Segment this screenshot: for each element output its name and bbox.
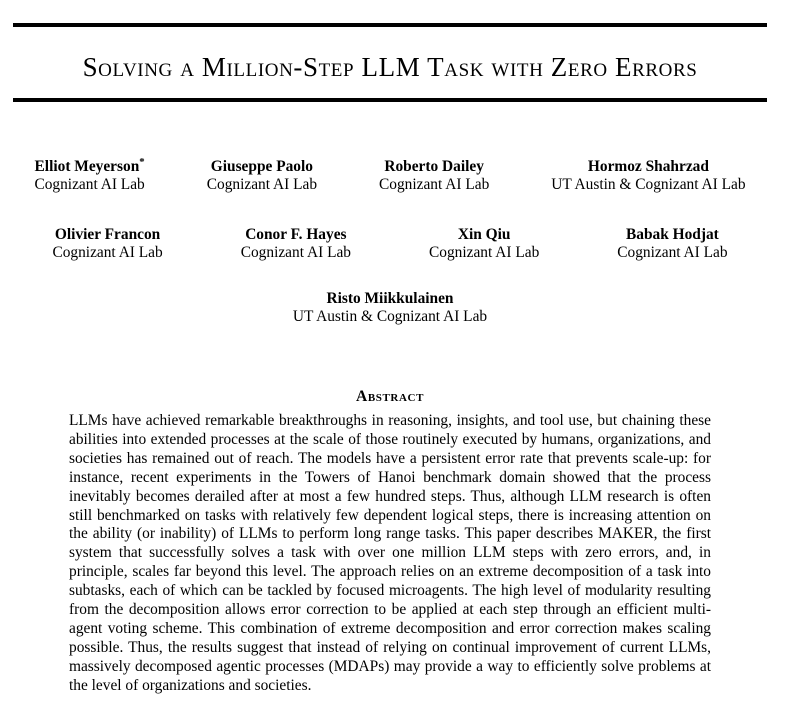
author-affiliation: Cognizant AI Lab bbox=[429, 244, 540, 261]
author-cell bbox=[34, 155, 145, 194]
author-name-line bbox=[34, 155, 145, 176]
author-name: Babak Hodjat bbox=[626, 226, 719, 243]
author-name-line bbox=[241, 226, 351, 244]
author-cell bbox=[52, 226, 162, 262]
author-cell bbox=[241, 226, 351, 262]
author-affiliation: Cognizant AI Lab bbox=[206, 176, 318, 193]
page-content bbox=[13, 23, 767, 696]
author-cell bbox=[617, 226, 727, 262]
author-cell bbox=[429, 226, 539, 262]
author-block bbox=[13, 155, 767, 326]
author-name: Elliot Meyerson bbox=[34, 158, 140, 175]
author-cell bbox=[293, 290, 487, 326]
author-name: Xin Qiu bbox=[457, 226, 511, 243]
paper-page bbox=[0, 23, 800, 714]
author-affiliation: Cognizant AI Lab bbox=[379, 176, 490, 193]
author-name-line bbox=[52, 226, 162, 244]
author-name-line bbox=[293, 290, 487, 308]
author-row-2 bbox=[13, 226, 767, 262]
author-name: Hormoz Shahrzad bbox=[587, 158, 709, 175]
author-name: Conor F. Hayes bbox=[245, 226, 347, 243]
author-affiliation: UT Austin & Cognizant AI Lab bbox=[551, 176, 746, 193]
author-row-3 bbox=[13, 290, 767, 326]
author-cell bbox=[207, 158, 317, 194]
author-affiliation: Cognizant AI Lab bbox=[34, 176, 145, 193]
abstract-text: LLMs have achieved remarkable breakthroughs in reasoning, insights, and tool use, but chaining these abilities into extended processes at the scale of those routinely executed by humans, organizations, and societies has remained out of reach. The models have a persistent error rate that prevents scale-up: for instance, recent experiments in the Towers of Hanoi benchmark domain showed that the process inevitably becomes derailed after at most a few hundred steps. Thus, although LLM research is often still benchmarked on tasks with relatively few dependent logical steps, there is increasing attention on the ability (or inability) of LLMs to perform long range tasks. This paper describes MAKER, the first system that successfully solves a task with over one million LLM steps with zero errors, and, in principle, scales far beyond this level. The approach relies on an extreme decomposition of a task into subtasks, each of which can be tackled by focused microagents. The high level of modularity resulting from the decomposition allows error correction to be applied at each step through an efficient multi-agent voting scheme. This combination of extreme decomposition and error correction makes scaling possible. Thus, the results suggest that instead of relying on continual improvement of current LLMs, massively decomposed agentic processes (MDAPs) may provide a way to efficiently solve problems at the level of organizations and societies. bbox=[69, 412, 711, 694]
author-name-line bbox=[207, 158, 317, 176]
author-affiliation: Cognizant AI Lab bbox=[240, 244, 351, 261]
paper-title: Solving a Million-Step LLM Task with Zero Errors bbox=[82, 52, 698, 82]
author-name-line bbox=[617, 226, 727, 244]
author-name-line bbox=[429, 226, 539, 244]
author-name: Olivier Francon bbox=[54, 226, 161, 243]
author-cell bbox=[551, 158, 745, 194]
abstract-section bbox=[13, 388, 767, 696]
abstract-heading: Abstract bbox=[355, 388, 425, 405]
author-name: Risto Miikkulainen bbox=[326, 290, 454, 307]
author-affiliation: Cognizant AI Lab bbox=[52, 244, 163, 261]
author-affiliation: UT Austin & Cognizant AI Lab bbox=[292, 308, 488, 325]
author-row-1 bbox=[13, 155, 767, 194]
author-affiliation: Cognizant AI Lab bbox=[617, 244, 728, 261]
title-bottom-rule bbox=[13, 98, 767, 102]
author-cell bbox=[379, 158, 489, 194]
author-name-line bbox=[379, 158, 489, 176]
author-name: Roberto Dailey bbox=[384, 158, 484, 175]
author-name: Giuseppe Paolo bbox=[210, 158, 313, 175]
author-name-line bbox=[551, 158, 745, 176]
author-footnote-mark: * bbox=[139, 155, 145, 168]
